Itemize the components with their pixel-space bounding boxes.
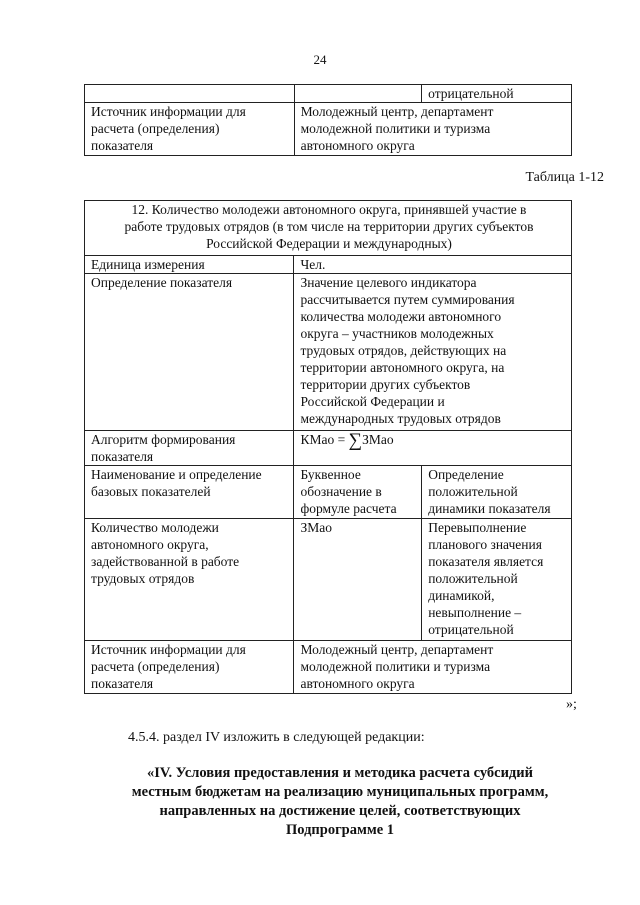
- formula-right: ЗМао: [362, 432, 394, 447]
- continuation-table: [84, 84, 572, 156]
- continuation-text: отрицательной: [422, 85, 572, 103]
- section-heading: «IV. Условия предоставления и методика расчета субсидий местным бюджетам на реализацию муниципальных программ, направленных на достижение целей, соответствующих Подпрограмме 1: [131, 765, 549, 838]
- definition-value: Значение целевого индикатора рассчитывается путем суммирования количества молодежи автономного округа – участников молодежных трудовых отрядов, действующих на территории автономного округа, на территории других субъектов Российской Федерации и международных трудовых отрядов: [294, 274, 572, 431]
- sum-symbol: ∑: [348, 430, 363, 451]
- qty-dynamics: Перевыполнение планового значения показателя является положительной динамикой, невыполнение – отрицательной: [422, 519, 572, 641]
- base-label: Наименование и определение базовых показателей: [85, 466, 294, 519]
- formula-left: КМао =: [300, 432, 349, 447]
- base-symbol-header: Буквенное обозначение в формуле расчета: [294, 466, 422, 519]
- source-label: Источник информации для расчета (определения) показателя: [85, 103, 295, 156]
- indicator-title: 12. Количество молодежи автономного округа, принявшей участие в работе трудовых отрядов (в том числе на территории других субъектов Российской Федерации и международных): [85, 201, 572, 256]
- page-number: 24: [313, 52, 327, 67]
- unit-label: Единица измерения: [85, 256, 294, 274]
- algorithm-label: Алгоритм формирования показателя: [85, 431, 294, 466]
- source-label: Источник информации для расчета (определения) показателя: [85, 641, 294, 694]
- qty-label: Количество молодежи автономного округа, задействованной в работе трудовых отрядов: [85, 519, 294, 641]
- table-caption: Таблица 1-12: [525, 170, 604, 185]
- source-value: Молодежный центр, департамент молодежной политики и туризма автономного округа: [294, 641, 572, 694]
- source-value: Молодежный центр, департамент молодежной политики и туризма автономного округа: [294, 103, 571, 156]
- closing-quote: »;: [566, 697, 577, 712]
- qty-symbol: ЗМао: [294, 519, 422, 641]
- empty-cell: [85, 85, 295, 103]
- amendment-paragraph: 4.5.4. раздел IV изложить в следующей редакции:: [128, 730, 425, 745]
- definition-label: Определение показателя: [85, 274, 294, 431]
- indicator-table: [84, 200, 572, 694]
- base-dynamics-header: Определение положительной динамики показателя: [422, 466, 572, 519]
- unit-value: Чел.: [294, 256, 572, 274]
- empty-cell: [294, 85, 422, 103]
- formula: [294, 431, 572, 466]
